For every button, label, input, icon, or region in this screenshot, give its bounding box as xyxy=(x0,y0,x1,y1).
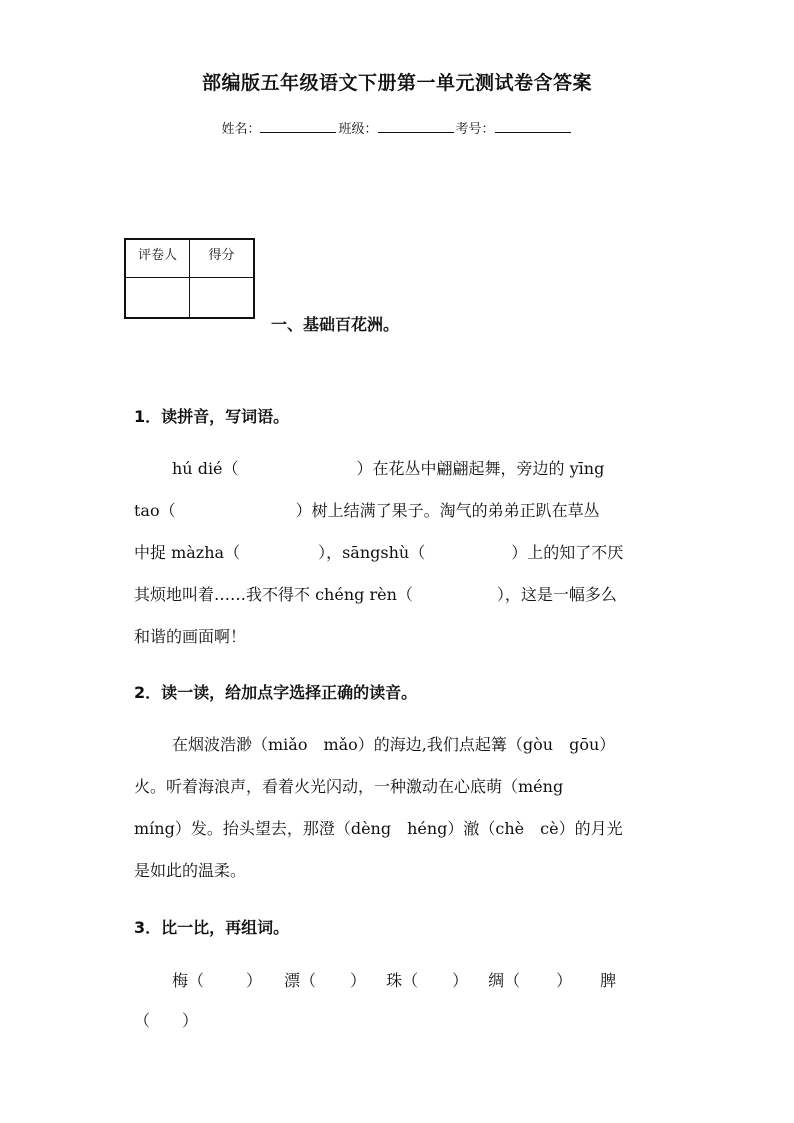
q2-line: 在烟波浩渺（miǎo mǎo）的海边,我们点起篝（gòu gōu） xyxy=(172,735,616,754)
reviewer-cell[interactable] xyxy=(125,277,190,318)
score-cell[interactable] xyxy=(190,277,255,318)
student-info-line xyxy=(0,118,794,137)
q3-item: 珠（ xyxy=(386,971,419,990)
q3-item: ） xyxy=(556,971,573,990)
number-blank[interactable] xyxy=(495,119,571,133)
q3-item: 梅（ xyxy=(172,971,205,990)
reviewer-header: 评卷人 xyxy=(125,239,190,277)
q3-item: 脾 xyxy=(600,971,617,990)
q1-line: 其烦地叫着……我不得不 chéng rèn（ ），这是一幅多么 xyxy=(134,585,617,604)
q1-line: 中捉 màzha（ ），sāngshù（ ）上的知了不厌 xyxy=(134,543,624,562)
question-3-row xyxy=(134,960,664,1002)
q2-line: 火。听着海浪声，看着火光闪动，一种激动在心底萌（méng xyxy=(134,777,564,796)
q3-item: ） xyxy=(452,971,469,990)
q1-line: tao（ ）树上结满了果子。淘气的弟弟正趴在草丛 xyxy=(134,501,600,520)
question-3-title: 3．比一比，再组词。 xyxy=(134,918,290,937)
section-title: 一、基础百花洲。 xyxy=(271,315,400,334)
question-3-row-2 xyxy=(134,1000,664,1042)
question-1-body xyxy=(134,448,664,658)
q1-line: hú dié（ ）在花丛中翩翩起舞，旁边的 yīng xyxy=(172,459,605,478)
name-label: 姓名： xyxy=(221,122,261,137)
q2-line: míng）发。抬头望去，那澄（dèng héng）澈（chè cè）的月光 xyxy=(134,819,623,838)
page-title: 部编版五年级语文下册第一单元测试卷含答案 xyxy=(201,72,592,94)
q1-line: 和谐的画面啊！ xyxy=(134,627,247,646)
question-2-body xyxy=(134,724,664,892)
number-label: 考号： xyxy=(455,122,495,137)
score-header: 得分 xyxy=(190,239,255,277)
score-table xyxy=(124,238,255,319)
q2-line: 是如此的温柔。 xyxy=(134,861,247,880)
class-label: 班级： xyxy=(338,122,378,137)
q3-item: ） xyxy=(350,971,367,990)
q3-item: ） xyxy=(246,971,263,990)
q3-item: 漂（ xyxy=(284,971,317,990)
q3-blank: （ ） xyxy=(134,1011,199,1030)
question-1-title: 1．读拼音，写词语。 xyxy=(134,407,290,426)
question-2-title: 2．读一读，给加点字选择正确的读音。 xyxy=(134,683,418,702)
q3-item: 绸（ xyxy=(488,971,521,990)
class-blank[interactable] xyxy=(378,119,454,133)
name-blank[interactable] xyxy=(260,119,336,133)
